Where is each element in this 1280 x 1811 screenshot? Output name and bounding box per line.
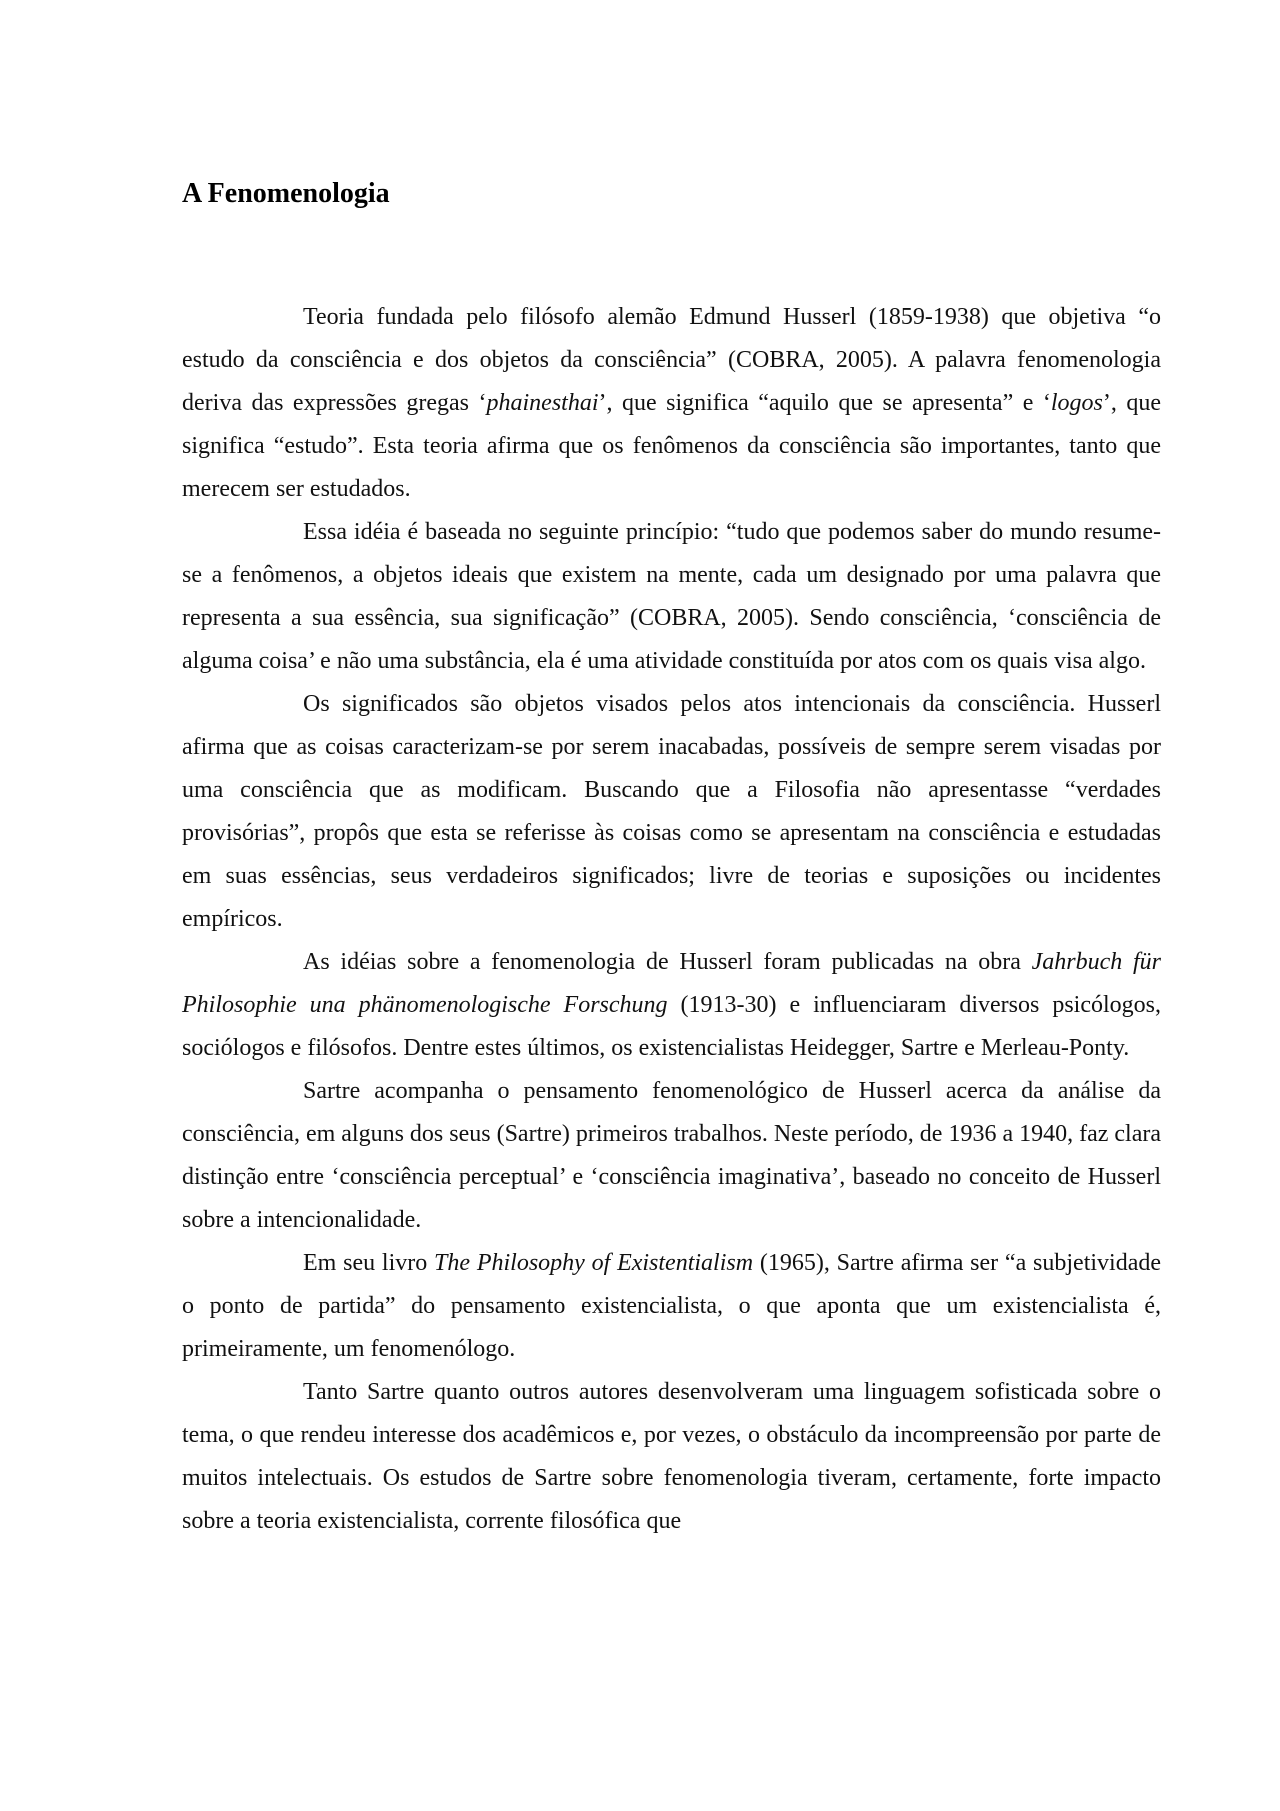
paragraph-3: Os significados são objetos visados pelos atos intencionais da consciência. Husserl afirma que as coisas caracterizam-se por serem inacabadas, possíveis de sempre serem visadas por uma consciência que as modificam. Buscando que a Filosofia não apresentasse “verdades provisórias”, propôs que esta se referisse às coisas como se apresentam na consciência e estudadas em suas essências, seus verdadeiros significados; livre de teorias e suposições ou incidentes empíricos.	[182, 691, 1161, 932]
paragraph-2: Essa idéia é baseada no seguinte princípio: “tudo que podemos saber do mundo resume-se a fenômenos, a objetos ideais que existem na mente, cada um designado por uma palavra que representa a sua essência, sua significação” (COBRA, 2005). Sendo consciência, ‘consciência de alguma coisa’ e não uma substância, ela é uma atividade constituída por atos com os quais visa algo.	[182, 519, 1161, 674]
paragraph-1	[182, 296, 1161, 511]
paragraph-4	[182, 941, 1161, 1070]
text-span: (1965), Sartre afirma ser “a subjetividade o ponto de partida” do pensamento existencialista, o que aponta que um existencialista é, primeiramente, um fenomenólogo.	[182, 1250, 1162, 1362]
italic-book-title: Jahrbuch für Philosophie una phänomenologische Forschung	[182, 949, 1162, 1018]
text-span: As idéias sobre a fenomenologia de Husserl foram publicadas na obra	[303, 949, 1032, 975]
text-span: Em seu livro	[303, 1250, 435, 1276]
text-span: Teoria fundada pelo filósofo alemão Edmund Husserl (1859-1938) que objetiva “o estudo da consciência e dos objetos da consciência” (COBRA, 2005). A palavra fenomenologia deriva das expressões gregas ‘	[182, 304, 1161, 416]
italic-term: logos	[1050, 390, 1103, 416]
italic-book-title: The Philosophy of Existentialism	[434, 1250, 754, 1276]
italic-term: phainesthai	[486, 390, 599, 416]
paragraph-5: Sartre acompanha o pensamento fenomenológico de Husserl acerca da análise da consciência, em alguns dos seus (Sartre) primeiros trabalhos. Neste período, de 1936 a 1940, faz clara distinção entre ‘consciência perceptual’ e ‘consciência imaginativa’, baseado no conceito de Husserl sobre a intencionalidade.	[182, 1078, 1162, 1233]
paragraph-6	[182, 1242, 1161, 1371]
text-span: (1913-30) e influenciaram diversos psicólogos, sociólogos e filósofos. Dentre estes últimos, os existencialistas Heidegger, Sartre e Merleau-Ponty.	[182, 992, 1161, 1061]
text-span: ’, que significa “estudo”. Esta teoria afirma que os fenômenos da consciência são importantes, tanto que merecem ser estudados.	[182, 390, 1161, 502]
body-text	[182, 296, 1161, 1543]
paragraph-7: Tanto Sartre quanto outros autores desenvolveram uma linguagem sofisticada sobre o tema, o que rendeu interesse dos acadêmicos e, por vezes, o obstáculo da incompreensão por parte de muitos intelectuais. Os estudos de Sartre sobre fenomenologia tiveram, certamente, forte impacto sobre a teoria existencialista, corrente filosófica que	[182, 1379, 1161, 1534]
section-heading: A Fenomenologia	[182, 178, 390, 209]
text-span: ’, que significa “aquilo que se apresenta” e ‘	[598, 390, 1051, 416]
